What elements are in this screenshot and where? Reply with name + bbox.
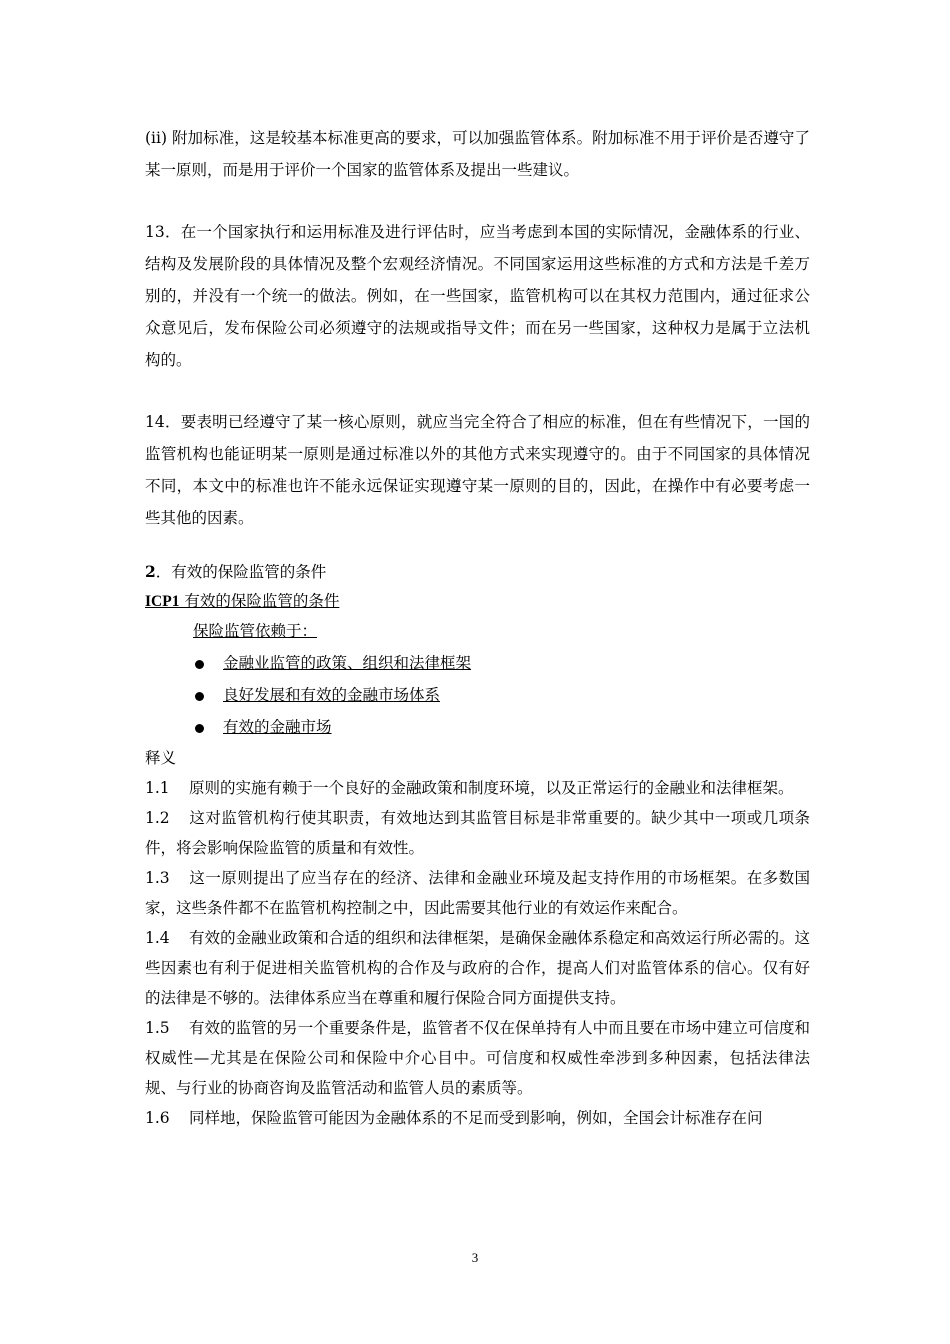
- paragraph-number: 1.5: [145, 1019, 170, 1037]
- numbered-paragraph: [145, 863, 810, 923]
- paragraph-text: 同样地，保险监管可能因为金融体系的不足而受到影响，例如，全国会计标准存在问: [189, 1109, 763, 1127]
- paragraph-14: 14．要表明已经遵守了某一核心原则，就应当完全符合了相应的标准，但在有些情况下，一国的监管机构也能证明某一原则是通过标准以外的其他方式来实现遵守的。由于不同国家的具体情况不同，本文中的标准也许不能永远保证实现遵守某一原则的目的，因此，在操作中有必要考虑一些其他的因素。: [145, 413, 810, 527]
- section-title: ．有效的保险监管的条件: [155, 563, 327, 581]
- list-item-text: 良好发展和有效的金融市场体系: [223, 686, 441, 704]
- icp-title-text: 有效的保险监管的条件: [179, 592, 340, 610]
- explanation-label: 释义: [145, 749, 177, 767]
- paragraph-number: 1.3: [145, 869, 170, 887]
- paragraph-number: 1.4: [145, 929, 170, 947]
- spacer: [145, 534, 810, 556]
- list-item-text: 金融业监管的政策、组织和法律框架: [223, 654, 472, 672]
- paragraph-text: 这一原则提出了应当存在的经济、法律和金融业环境及起支持作用的市场框架。在多数国家，这些条件都不在监管机构控制之中，因此需要其他行业的有效运作来配合。: [145, 869, 810, 917]
- paragraph-number: 1.2: [145, 809, 170, 827]
- section-heading: [145, 556, 810, 588]
- numbered-paragraph: [145, 1103, 810, 1133]
- list-item: [145, 647, 810, 679]
- bullet-icon: [195, 724, 204, 733]
- bullet-icon: [195, 660, 204, 669]
- numbered-paragraph: [145, 773, 810, 803]
- icp-title: [145, 588, 810, 615]
- icp-code: ICP1: [145, 593, 180, 610]
- paragraph-13: 13．在一个国家执行和运用标准及进行评估时，应当考虑到本国的实际情况，金融体系的行业、结构及发展阶段的具体情况及整个宏观经济情况。不同国家运用这些标准的方式和方法是千差万别的，并没有一个统一的做法。例如，在一些国家，监管机构可以在其权力范围内，通过征求公众意见后，发布保险公司必须遵守的法规或指导文件；而在另一些国家，这种权力是属于立法机构的。: [145, 223, 810, 369]
- list-item: [145, 711, 810, 743]
- list-item: [145, 679, 810, 711]
- paragraph-ii: (ii) 附加标准，这是较基本标准更高的要求，可以加强监管体系。附加标准不用于评价是否遵守了某一原则，而是用于评价一个国家的监管体系及提出一些建议。: [145, 129, 810, 179]
- paragraph-number: 1.1: [145, 779, 170, 797]
- numbered-paragraph: [145, 923, 810, 1013]
- icp-intro: 保险监管依赖于：: [193, 622, 318, 640]
- section-number: 2: [145, 562, 156, 581]
- spacer: [145, 376, 810, 406]
- paragraph-text: 有效的监管的另一个重要条件是，监管者不仅在保单持有人中而且要在市场中建立可信度和权威性—尤其是在保险公司和保险中介心目中。可信度和权威性牵涉到多种因素，包括法律法规、与行业的协商咨询及监管活动和监管人员的素质等。: [145, 1019, 810, 1097]
- list-item-text: 有效的金融市场: [223, 718, 332, 736]
- paragraph-number: 1.6: [145, 1109, 170, 1127]
- numbered-paragraph: [145, 803, 810, 863]
- numbered-paragraph: [145, 1013, 810, 1103]
- spacer: [145, 186, 810, 216]
- paragraph-text: 原则的实施有赖于一个良好的金融政策和制度环境，以及正常运行的金融业和法律框架。: [189, 779, 794, 797]
- icp-bullet-list: [145, 647, 810, 743]
- document-body: [145, 122, 810, 1133]
- paragraph-text: 有效的金融业政策和合适的组织和法律框架，是确保金融体系稳定和高效运行所必需的。这些因素也有利于促进相关监管机构的合作及与政府的合作，提高人们对监管体系的信心。仅有好的法律是不够的。法律体系应当在尊重和履行保险合同方面提供支持。: [145, 929, 810, 1007]
- bullet-icon: [195, 692, 204, 701]
- paragraph-text: 这对监管机构行使其职责，有效地达到其监管目标是非常重要的。缺少其中一项或几项条件，将会影响保险监管的质量和有效性。: [145, 809, 810, 857]
- page-number: 3: [471, 1250, 479, 1265]
